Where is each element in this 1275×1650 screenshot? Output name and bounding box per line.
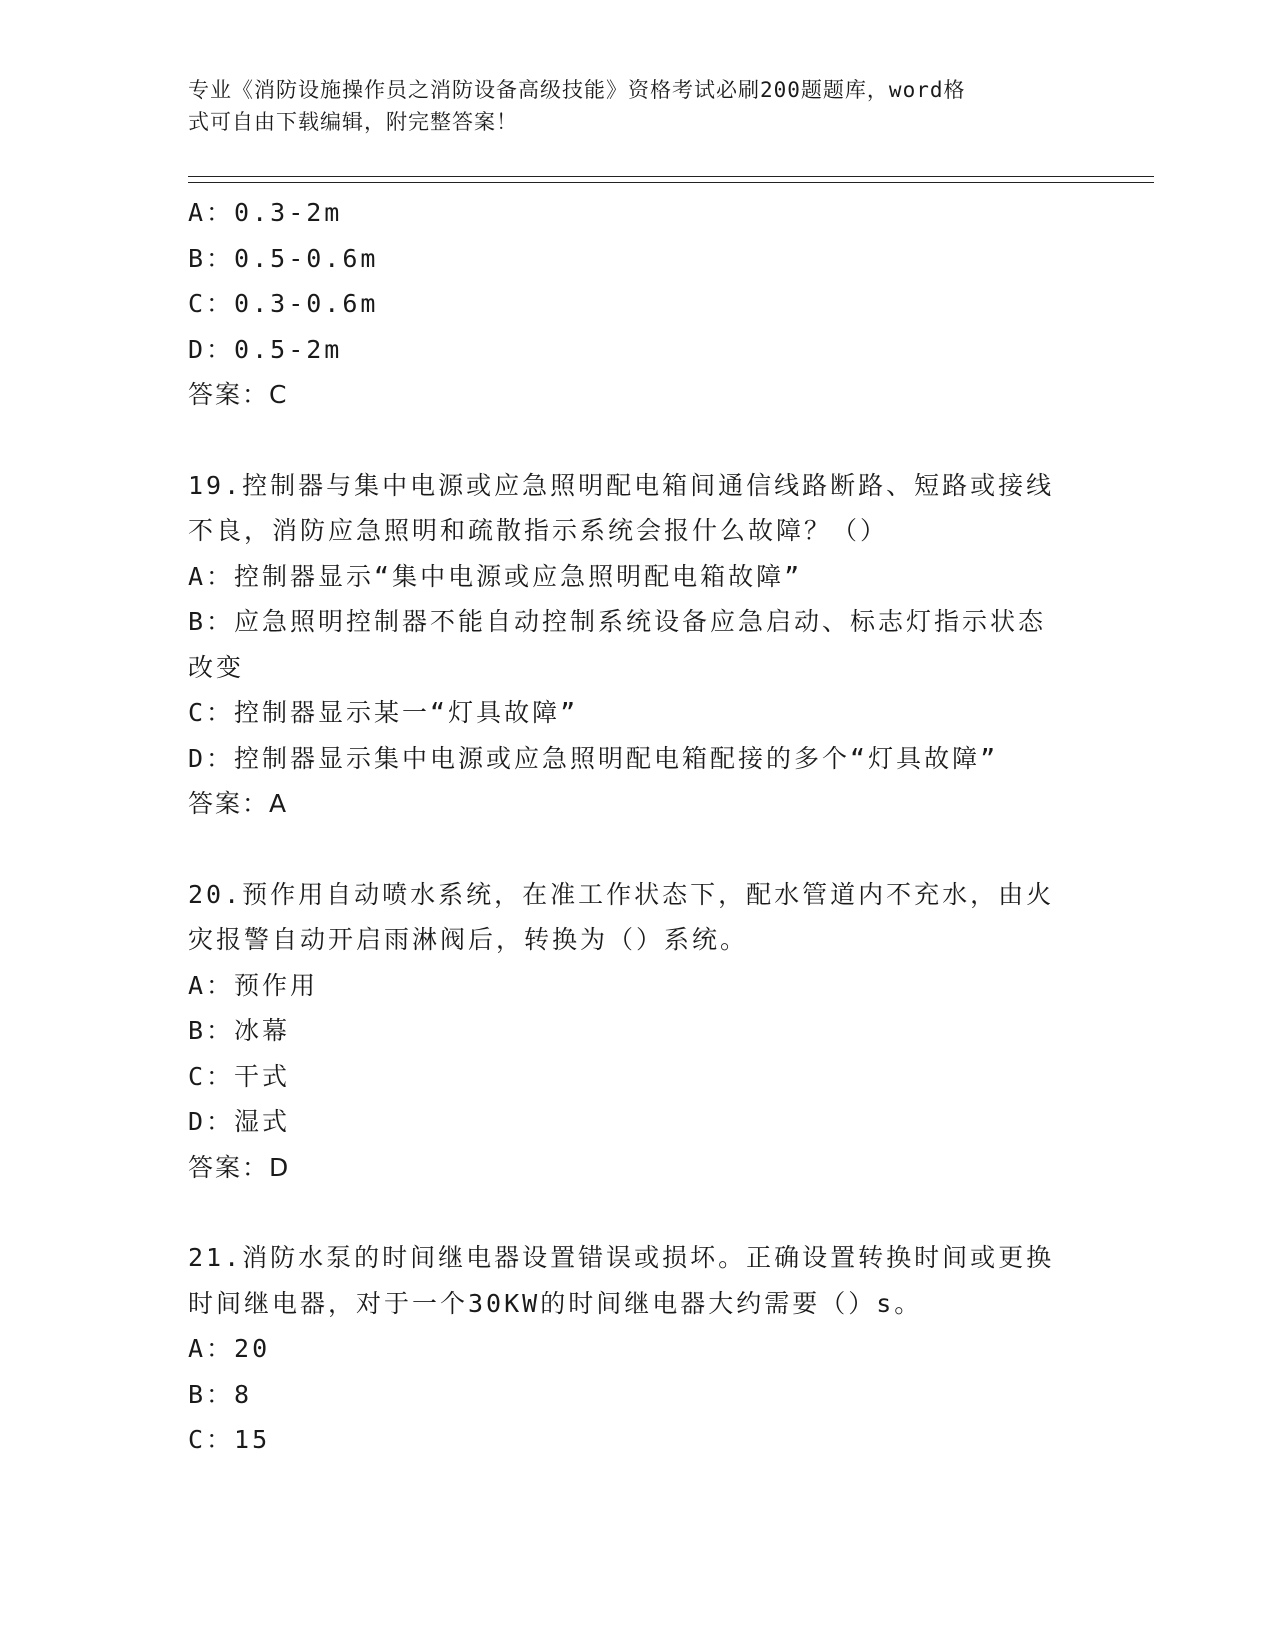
question-18 bbox=[188, 190, 1088, 418]
option-c: C：15 bbox=[188, 1425, 271, 1454]
option-a: A：控制器显示“集中电源或应急照明配电箱故障” bbox=[188, 561, 803, 591]
question-stem-line-2: 不良，消防应急照明和疏散指示系统会报什么故障？（） bbox=[188, 516, 889, 545]
question-content bbox=[188, 190, 1088, 1463]
option-c: C：控制器显示某一“灯具故障” bbox=[188, 698, 579, 727]
question-stem-line-1: 20.预作用自动喷水系统，在准工作状态下，配水管道内不充水，由火 bbox=[188, 879, 1055, 909]
option-b: B：8 bbox=[188, 1379, 253, 1409]
spacer bbox=[188, 1190, 1088, 1235]
spacer bbox=[188, 418, 1088, 463]
option-b: B：冰幕 bbox=[188, 1016, 291, 1045]
question-stem-line-1: 19.控制器与集中电源或应急照明配电箱间通信线路断路、短路或接线 bbox=[188, 470, 1055, 500]
question-stem-line-2: 时间继电器，对于一个30KW的时间继电器大约需要（）s。 bbox=[188, 1288, 923, 1318]
answer: 答案：C bbox=[188, 380, 289, 409]
option-c: C：干式 bbox=[188, 1061, 291, 1091]
answer: 答案：A bbox=[188, 789, 289, 818]
option-d: D：湿式 bbox=[188, 1107, 291, 1136]
question-21 bbox=[188, 1235, 1088, 1463]
option-b: B：0.5-0.6m bbox=[188, 243, 379, 273]
answer: 答案：D bbox=[188, 1152, 291, 1182]
header-line-1: 专业《消防设施操作员之消防设备高级技能》资格考试必刷200题题库，word格 bbox=[188, 78, 966, 102]
option-a: A：0.3-2m bbox=[188, 198, 343, 227]
question-20 bbox=[188, 872, 1088, 1191]
header-divider-bottom bbox=[188, 182, 1154, 183]
document-header bbox=[188, 74, 1068, 138]
question-stem-line-1: 21.消防水泵的时间继电器设置错误或损坏。正确设置转换时间或更换 bbox=[188, 1243, 1055, 1272]
header-divider-top bbox=[188, 176, 1154, 177]
option-c: C：0.3-0.6m bbox=[188, 289, 379, 318]
option-d: D：控制器显示集中电源或应急照明配电箱配接的多个“灯具故障” bbox=[188, 743, 999, 773]
option-b-continued: 改变 bbox=[188, 652, 245, 682]
option-a: A：预作用 bbox=[188, 970, 319, 1000]
option-b: B：应急照明控制器不能自动控制系统设备应急启动、标志灯指示状态 bbox=[188, 607, 1047, 636]
option-a: A：20 bbox=[188, 1334, 271, 1363]
question-19 bbox=[188, 463, 1088, 827]
option-d: D：0.5-2m bbox=[188, 334, 343, 364]
question-stem-line-2: 灾报警自动开启雨淋阀后，转换为（）系统。 bbox=[188, 925, 749, 954]
header-line-2: 式可自由下载编辑，附完整答案！ bbox=[188, 110, 518, 134]
spacer bbox=[188, 827, 1088, 872]
